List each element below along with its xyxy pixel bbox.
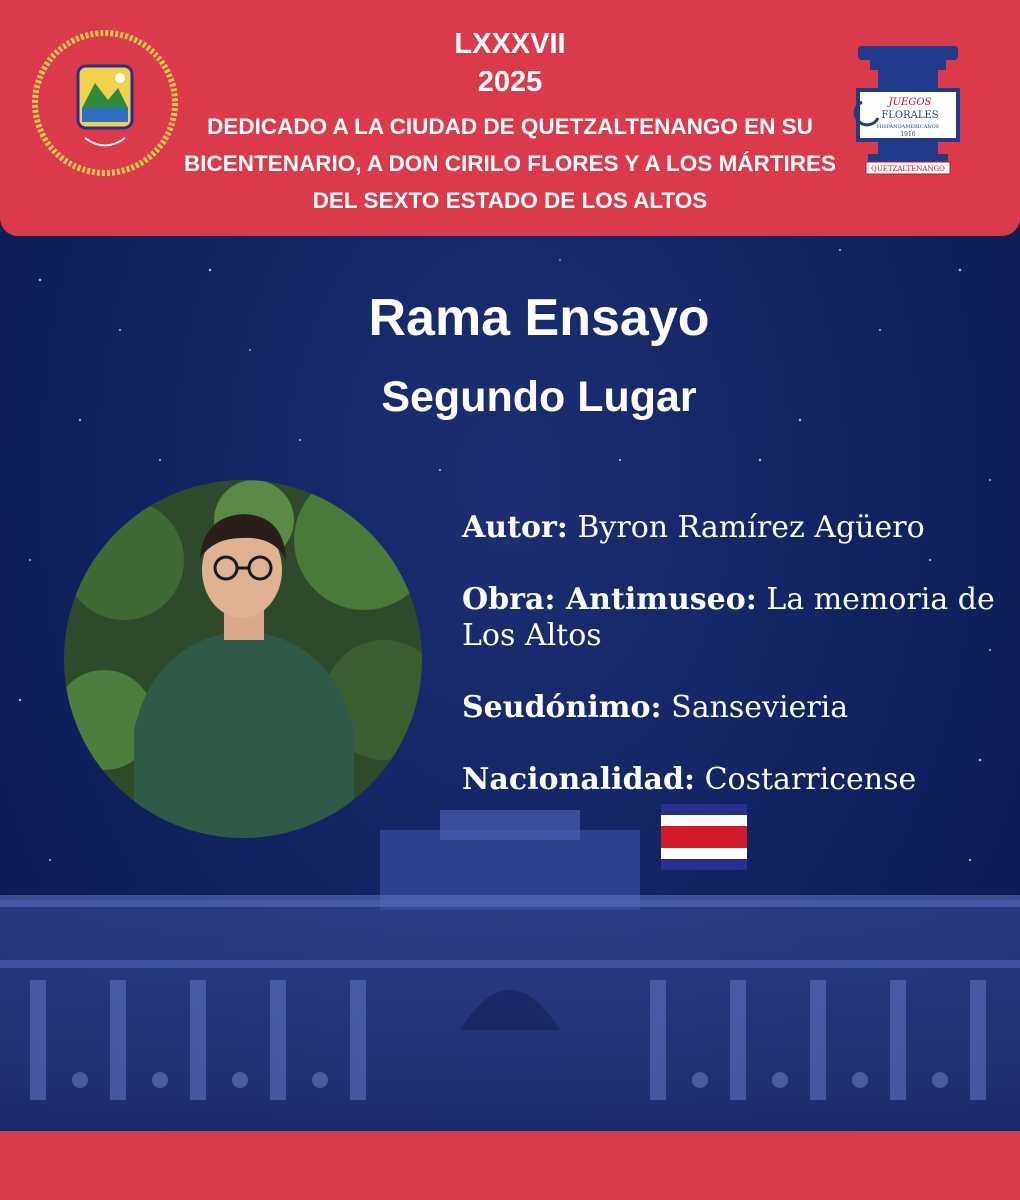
header-banner xyxy=(0,0,1020,236)
dedication-text: DEDICADO A LA CIUDAD DE QUETZALTENANGO EN SU BICENTENARIO, A DON CIRILO FLORES Y A LOS MÁRTIRES DEL SEXTO ESTADO DE LOS ALTOS xyxy=(183,114,837,213)
author-line xyxy=(462,510,1002,546)
svg-text:HISPANOAMERICANOS: HISPANOAMERICANOS xyxy=(876,124,940,130)
pseudonym-line xyxy=(462,690,1002,726)
juegos-florales-logo-icon xyxy=(848,42,968,182)
svg-text:FLORALES: FLORALES xyxy=(881,110,939,121)
author-name: Byron Ramírez Agüero xyxy=(577,510,925,545)
author-label: Autor: xyxy=(462,510,568,545)
edition-number: LXXXVII xyxy=(454,28,566,60)
svg-text:1916: 1916 xyxy=(900,131,916,138)
costa-rica-flag-icon xyxy=(661,804,747,870)
footer-band xyxy=(0,1131,1020,1200)
pseudonym-label: Seudónimo: xyxy=(462,690,662,725)
nationality-label: Nacionalidad: xyxy=(462,762,696,797)
work-line xyxy=(462,582,1002,654)
nationality-line xyxy=(462,762,1002,798)
winner-details xyxy=(462,510,1002,834)
municipalidad-seal-icon xyxy=(30,28,180,183)
palace-silhouette xyxy=(0,800,1020,1131)
pseudonym-value: Sansevieria xyxy=(671,690,849,725)
svg-text:JUEGOS: JUEGOS xyxy=(888,97,932,108)
svg-text:QUETZALTENANGO: QUETZALTENANGO xyxy=(871,165,945,173)
work-title: La memoria de Los Altos xyxy=(462,582,995,653)
edition-year: 2025 xyxy=(477,66,543,98)
author-portrait-icon xyxy=(64,480,422,838)
nationality-value: Costarricense xyxy=(704,762,917,797)
award-branch-title: Rama Ensayo xyxy=(368,289,710,347)
work-label: Obra: Antimuseo: xyxy=(462,582,757,617)
award-place-subtitle: Segundo Lugar xyxy=(381,373,697,421)
